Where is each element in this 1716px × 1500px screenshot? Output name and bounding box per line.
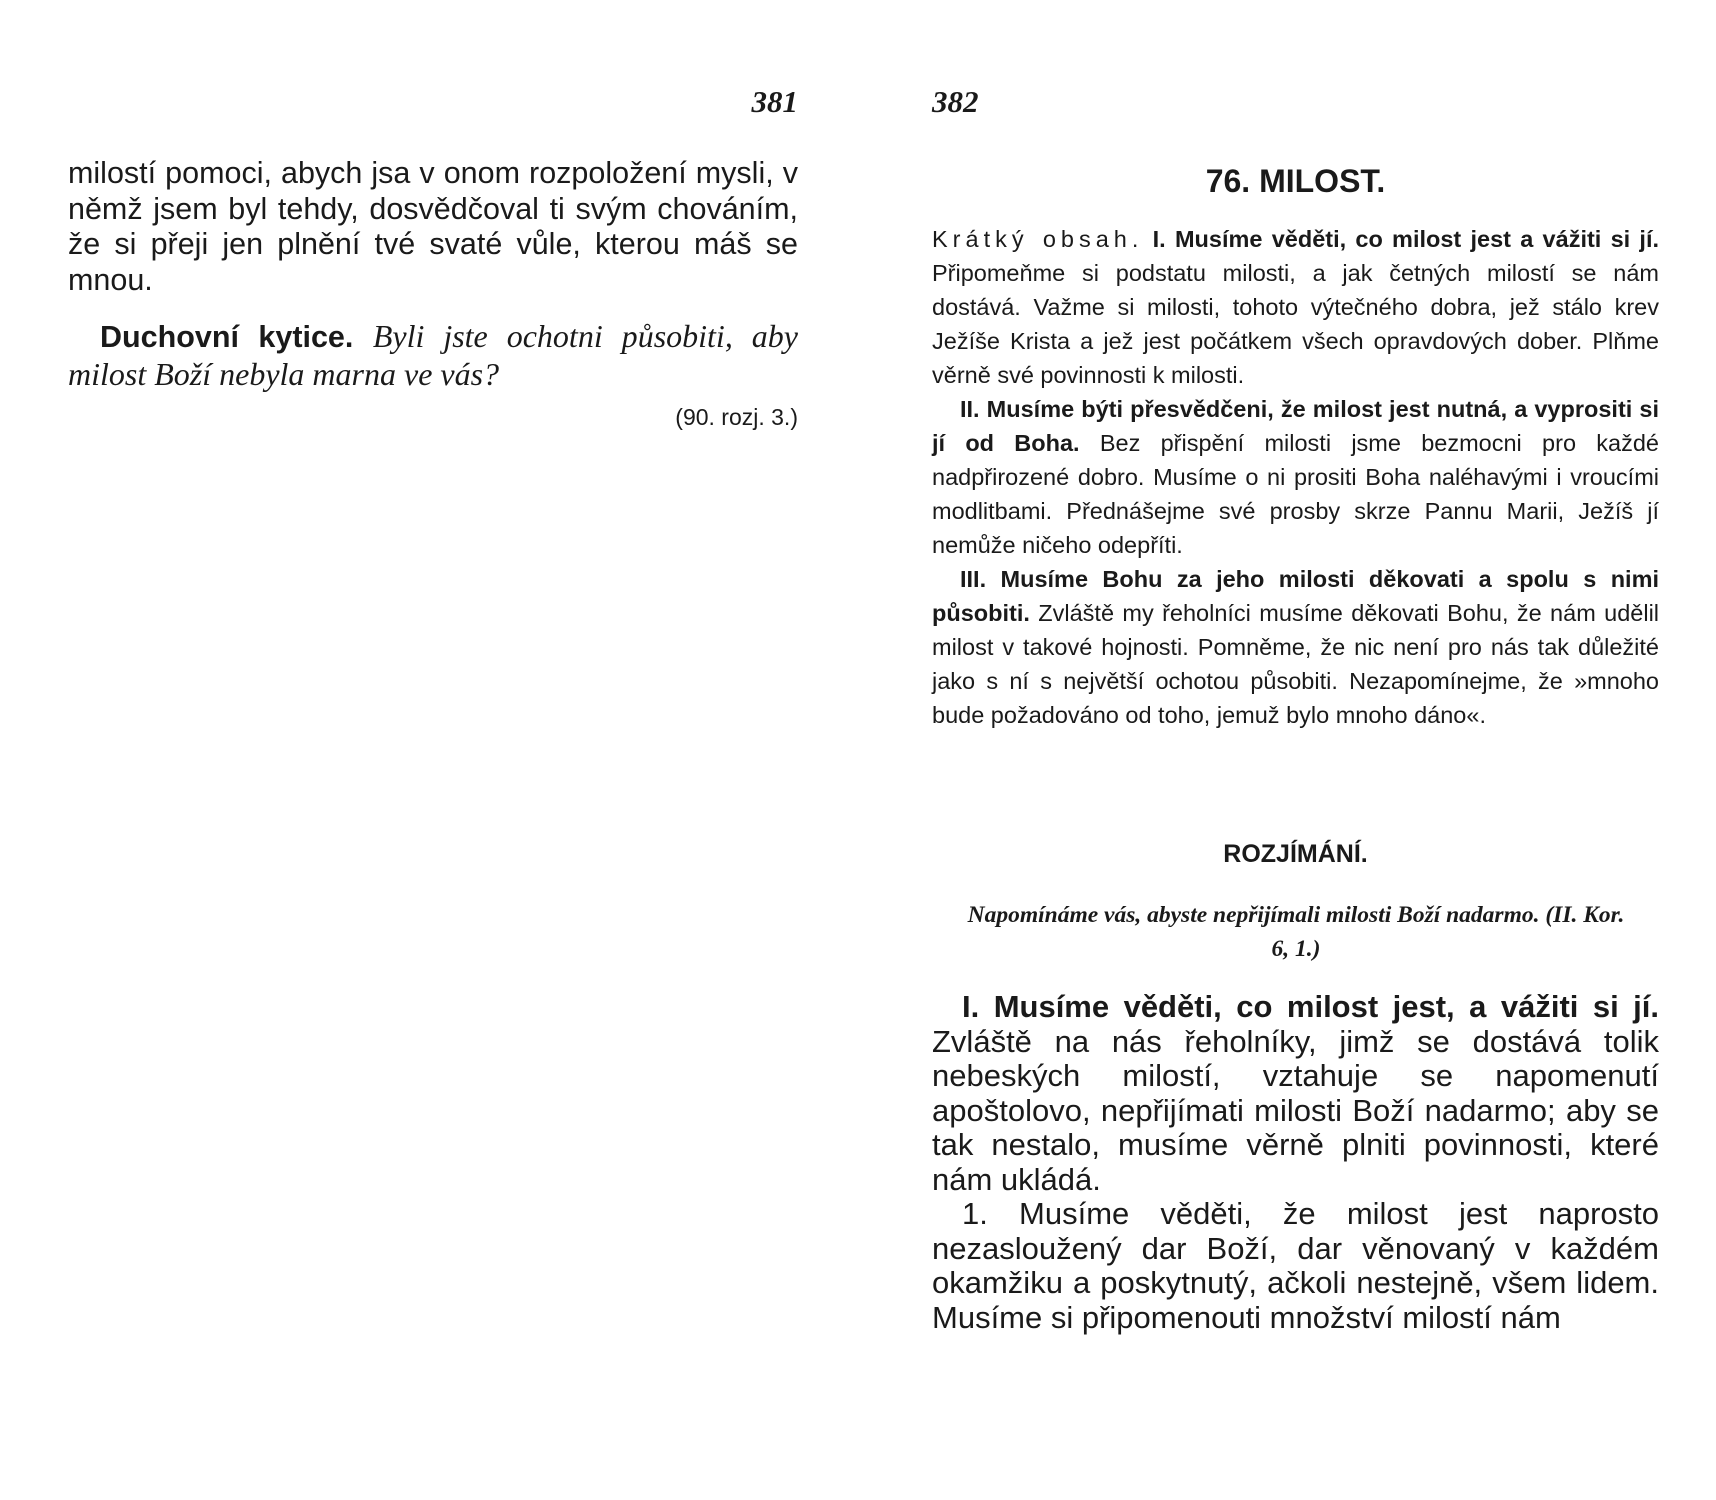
summary-paragraph-1 [932, 222, 1659, 392]
summary-paragraph-3 [932, 562, 1659, 732]
meditation-heading: ROZJÍMÁNÍ. [1223, 840, 1368, 868]
summary-block [932, 222, 1659, 732]
summary-label: Krátký obsah. [932, 226, 1144, 252]
meditation-body [932, 990, 1659, 1335]
continuation-paragraph: milostí pomoci, abych jsa v onom rozpoložení mysli, v němž jsem byl tehdy, dosvědčoval ti svým chováním, že si přeji jen plnění tvé svaté vůle, kterou máš se mnou. [68, 156, 798, 297]
section-1-head: I. Musíme věděti, co milost jest, a vážiti si jí. [962, 989, 1659, 1024]
summary-point-2-text: Bez přispění milosti jsme bezmocni pro každé nadpřirozené dobro. Musíme o ni prositi Boha naléhavými i vroucími modlitbami. Přednášejme své prosby skrze Pannu Marii, Ježíš jí nemůže ničeho odepříti. [932, 430, 1659, 558]
chapter-title: 76. MILOST. [1205, 163, 1386, 199]
bouquet-quote: Byli jste ochotni působiti, aby milost Boží nebyla marna ve vás? [68, 318, 798, 392]
meditation-section-1 [932, 990, 1659, 1197]
summary-point-1-head: I. Musíme věděti, co milost jest a vážiti si jí. [1152, 226, 1659, 252]
meditation-point-1: 1. Musíme věděti, že milost jest naprosto nezasloužený dar Boží, dar věnovaný v každém okamžiku a poskytnutý, ačkoli nestejně, všem lidem. Musíme si připomenouti množství milostí nám [932, 1196, 1659, 1335]
spiritual-bouquet [68, 318, 798, 394]
summary-point-2-head: II. Musíme býti přesvědčeni, že milost jest nutná, a vyprositi si jí od Boha. [932, 396, 1659, 456]
section-1-text: Zvláště na nás řeholníky, jimž se dostává tolik nebeských milostí, vztahuje se napomenutí apoštolovo, nepřijímati milosti Boží nadarmo; aby se tak nestalo, musíme věrně plniti povinnosti, které nám ukládá. [932, 1023, 1659, 1197]
epigraph-quote: Napomínáme vás, abyste nepřijímali milosti Boží nadarmo. (II. Kor. 6, 1.) [967, 902, 1625, 962]
summary-point-1-text: Připomeňme si podstatu milosti, a jak četných milostí se nám dostává. Važme si milosti, tohoto výtečného dobra, jež stálo krev Ježíše Krista a jež jest počátkem všech opravdových dober. Plňme věrně své povinnosti k milosti. [932, 260, 1659, 388]
summary-point-3-text: Zvláště my řeholníci musíme děkovati Bohu, že nám udělil milost v takové hojnosti. Pomněme, že nic není pro nás tak důležité jako s ní s největší ochotou působiti. Nezapomínejme, že »mnoho bude požadováno od toho, jemuž bylo mnoho dáno«. [932, 600, 1660, 728]
bouquet-label: Duchovní kytice. [100, 320, 354, 354]
page-number: 381 [751, 84, 798, 119]
page-number: 382 [932, 84, 979, 119]
bouquet-reference: (90. rozj. 3.) [675, 404, 798, 430]
summary-point-3-head: III. Musíme Bohu za jeho milosti děkovati a spolu s nimi působiti. [932, 566, 1659, 626]
summary-paragraph-2 [932, 392, 1659, 562]
